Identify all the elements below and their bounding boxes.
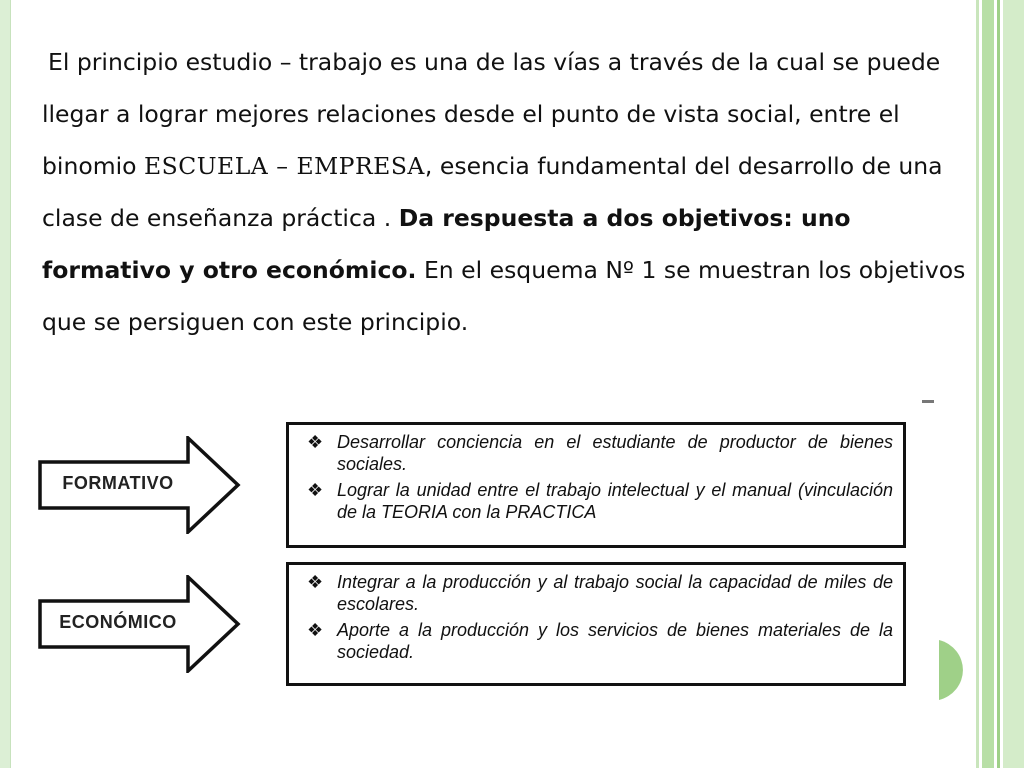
economico-arrow (38, 575, 242, 673)
formativo-arrow (38, 436, 242, 534)
economico-list (299, 571, 893, 663)
decorative-dash (922, 400, 934, 403)
list-item (299, 571, 893, 615)
formativo-item-2: Lograr la unidad entre el trabajo intelectual y el manual (vinculación de la TEORIA con la PRACTICA (337, 480, 893, 522)
formativo-item-1: Desarrollar conciencia en el estudiante de productor de bienes sociales. (337, 432, 893, 474)
paragraph-part3: En el esquema Nº 1 se muestran los objetivos que se persiguen con este principio. (42, 256, 966, 336)
list-item (299, 479, 893, 523)
economico-label: ECONÓMICO (59, 612, 177, 632)
paragraph-part2: , esencia fundamental del desarrollo de una clase de enseñanza práctica . (42, 152, 943, 232)
stripe-3 (997, 0, 1000, 768)
paragraph-bold: Da respuesta a dos objetivos: uno formativo y otro económico. (42, 204, 851, 284)
paragraph-highlight: ESCUELA – EMPRESA (144, 152, 425, 180)
left-border-stripe (0, 0, 11, 768)
list-item (299, 431, 893, 475)
stripe-4 (1003, 0, 1024, 768)
bullet-icon: ❖ (307, 572, 324, 592)
bullet-icon: ❖ (307, 620, 324, 640)
formativo-box (286, 422, 906, 548)
bullet-icon: ❖ (307, 480, 324, 500)
economico-item-2: Aporte a la producción y los servicios de bienes materiales de la sociedad. (337, 620, 893, 662)
economico-item-1: Integrar a la producción y al trabajo social la capacidad de miles de escolares. (337, 572, 893, 614)
decorative-half-circle (925, 638, 975, 702)
list-item (299, 619, 893, 663)
bullet-icon: ❖ (307, 432, 324, 452)
formativo-label: FORMATIVO (62, 473, 174, 493)
paragraph-part1: El principio estudio – trabajo es una de las vías a través de la cual se puede llegar a lograr mejores relaciones desde el punto de vista social, entre el binomio (42, 48, 941, 180)
formativo-list (299, 431, 893, 523)
economico-box (286, 562, 906, 686)
intro-paragraph (42, 36, 987, 348)
